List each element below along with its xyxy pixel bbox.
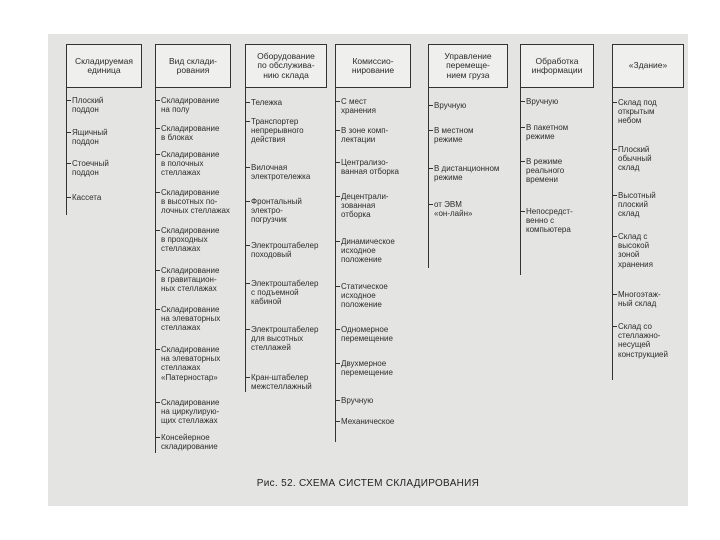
list-item: Вручную	[526, 97, 559, 106]
item-connector-tick	[335, 241, 340, 242]
column-header: Складируемая единица	[66, 44, 142, 88]
item-connector-tick	[612, 102, 617, 103]
list-item: Ящичный поддон	[72, 128, 108, 147]
list-item: Складирование на элеваторных стеллажах «Патерностар»	[161, 345, 221, 382]
list-item: от ЭВМ «он-лайн»	[434, 200, 473, 219]
item-connector-tick	[428, 105, 433, 106]
item-connector-tick	[155, 402, 160, 403]
column-connector-line	[612, 88, 613, 380]
item-connector-tick	[520, 161, 525, 162]
item-connector-tick	[612, 236, 617, 237]
list-item: Складирование в гравитацион- ных стеллажах	[161, 266, 220, 294]
list-item: Механическое	[341, 417, 395, 426]
item-connector-tick	[155, 192, 160, 193]
figure-caption: Рис. 52. СХЕМА СИСТЕМ СКЛАДИРОВАНИЯ	[256, 478, 480, 489]
item-connector-tick	[335, 286, 340, 287]
column-connector-line	[428, 88, 429, 268]
item-connector-tick	[155, 349, 160, 350]
list-item: Непосредст- венно с компьютера	[526, 207, 573, 235]
list-item: Тележка	[251, 98, 283, 107]
item-connector-tick	[66, 100, 71, 101]
list-item: Кран-штабелер межстеллажный	[251, 373, 312, 392]
item-connector-tick	[245, 245, 250, 246]
list-item: Кассета	[72, 193, 102, 202]
column-header: Обработка информации	[520, 44, 594, 88]
list-item: Электроштабелер для высотных стеллажей	[251, 325, 319, 353]
list-item: Электроштабелер походовый	[251, 241, 319, 260]
list-item: Высотный плоский склад	[618, 191, 656, 219]
item-connector-tick	[245, 377, 250, 378]
list-item: Склад под открытым небом	[618, 98, 657, 126]
column-connector-line	[335, 88, 336, 442]
list-item: В режиме реального времени	[526, 157, 565, 185]
list-item: Одномерное перемещение	[341, 325, 393, 344]
item-connector-tick	[520, 101, 525, 102]
item-connector-tick	[155, 100, 160, 101]
item-connector-tick	[155, 128, 160, 129]
item-connector-tick	[66, 132, 71, 133]
list-item: В дистанционном режиме	[434, 164, 500, 183]
item-connector-tick	[335, 130, 340, 131]
list-item: Централизо- ванная отборка	[341, 158, 399, 177]
column-connector-line	[66, 88, 67, 215]
item-connector-tick	[155, 230, 160, 231]
column-header: «Здание»	[612, 44, 684, 88]
list-item: Динамическое исходное положение	[341, 237, 395, 265]
column-connector-line	[520, 88, 521, 275]
item-connector-tick	[612, 294, 617, 295]
item-connector-tick	[335, 363, 340, 364]
list-item: Вилочная электротележка	[251, 163, 311, 182]
item-connector-tick	[245, 102, 250, 103]
item-connector-tick	[245, 201, 250, 202]
list-item: В пакетном режиме	[526, 123, 569, 142]
item-connector-tick	[335, 101, 340, 102]
item-connector-tick	[245, 167, 250, 168]
list-item: Вручную	[434, 101, 467, 110]
item-connector-tick	[612, 149, 617, 150]
list-item: Складирование в высотных по- лочных стеллажах	[161, 188, 230, 216]
list-item: С мест хранения	[341, 97, 376, 116]
item-connector-tick	[612, 195, 617, 196]
item-connector-tick	[335, 400, 340, 401]
list-item: Склад с высокой зоной хранения	[618, 232, 653, 269]
item-connector-tick	[155, 270, 160, 271]
item-connector-tick	[335, 196, 340, 197]
item-connector-tick	[66, 197, 71, 198]
item-connector-tick	[245, 121, 250, 122]
item-connector-tick	[155, 154, 160, 155]
item-connector-tick	[155, 437, 160, 438]
list-item: Многоэтаж- ный склад	[618, 290, 661, 309]
list-item: Вручную	[341, 396, 374, 405]
list-item: Децентрали- зованная отборка	[341, 192, 389, 220]
list-item: Электроштабелер с подъемной кабиной	[251, 279, 319, 307]
item-connector-tick	[428, 204, 433, 205]
list-item: В зоне комп- лектации	[341, 126, 389, 145]
item-connector-tick	[245, 283, 250, 284]
item-connector-tick	[520, 127, 525, 128]
column-header: Управление перемеще- нием груза	[428, 44, 508, 88]
item-connector-tick	[155, 309, 160, 310]
column-connector-line	[245, 88, 246, 392]
column-header: Оборудование по обслужива- нию склада	[245, 44, 327, 88]
item-connector-tick	[612, 326, 617, 327]
list-item: Двухмерное перемещение	[341, 359, 393, 378]
list-item: Складирование в проходных стеллажах	[161, 226, 220, 254]
item-connector-tick	[245, 329, 250, 330]
list-item: Плоский обычный склад	[618, 145, 652, 173]
list-item: Статическое исходное положение	[341, 282, 388, 310]
list-item: Складирование на элеваторных стеллажах	[161, 305, 221, 333]
list-item: Фронтальный электро- погрузчик	[251, 197, 302, 225]
item-connector-tick	[428, 168, 433, 169]
column-header: Вид склади- рования	[155, 44, 231, 88]
list-item: Складирование на циркулирую- щих стеллажах	[161, 398, 220, 426]
item-connector-tick	[335, 421, 340, 422]
list-item: Складирование в полочных стеллажах	[161, 150, 220, 178]
item-connector-tick	[428, 130, 433, 131]
list-item: Транспортер непрерывного действия	[251, 117, 304, 145]
list-item: Складирование на полу	[161, 96, 220, 115]
list-item: Плоский поддон	[72, 96, 104, 115]
item-connector-tick	[520, 211, 525, 212]
list-item: Консейерное складирование	[161, 433, 218, 452]
list-item: Складирование в блоках	[161, 124, 220, 143]
item-connector-tick	[335, 329, 340, 330]
list-item: Склад со стеллажно- несущей конструкцией	[618, 322, 668, 359]
column-header: Комиссио- нирование	[335, 44, 411, 88]
list-item: Стоечный поддон	[72, 159, 109, 178]
list-item: В местном режиме	[434, 126, 474, 145]
item-connector-tick	[66, 163, 71, 164]
item-connector-tick	[335, 162, 340, 163]
